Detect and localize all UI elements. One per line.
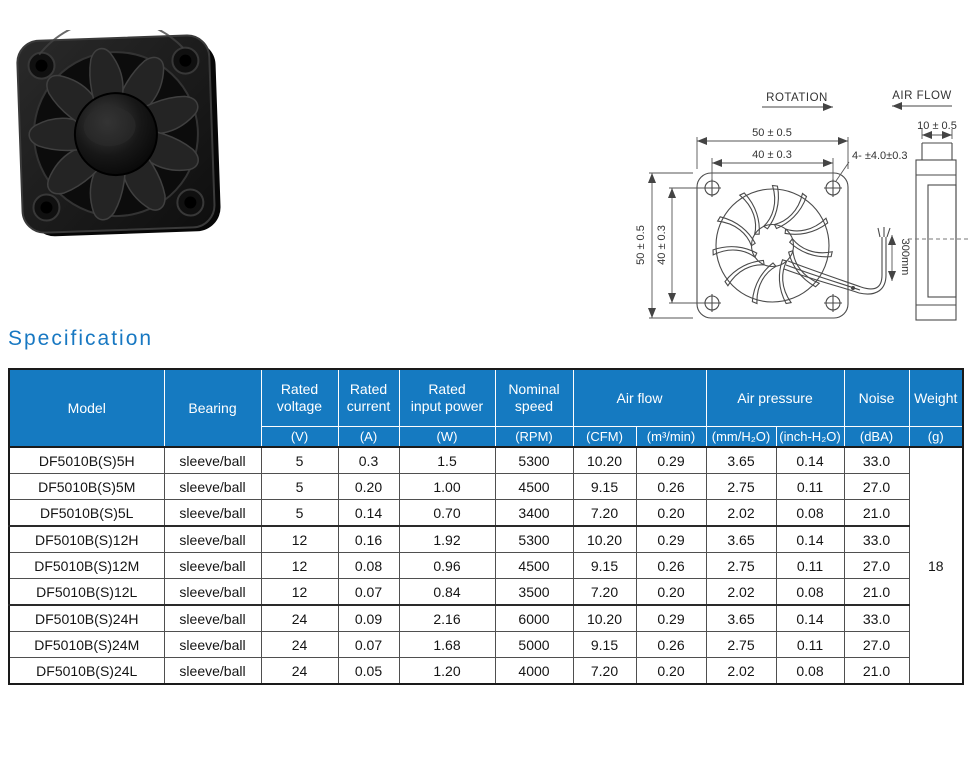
airflow-label: AIR FLOW <box>892 90 952 102</box>
unit-power: (W) <box>399 427 495 448</box>
cell-mmh2o: 2.02 <box>706 658 776 685</box>
cell-mmh2o: 2.75 <box>706 553 776 579</box>
header-line: Rated <box>428 381 466 397</box>
front-view <box>697 173 890 318</box>
cell-model: DF5010B(S)24M <box>9 632 164 658</box>
cell-voltage: 5 <box>261 474 338 500</box>
cell-cfm: 10.20 <box>573 526 636 553</box>
dim-width-inner: 40 ± 0.3 <box>752 149 792 161</box>
cell-power: 0.84 <box>399 579 495 606</box>
unit-mmh2o: (mm/H₂O) <box>706 427 776 448</box>
col-header-air-flow: Air flow <box>573 369 706 427</box>
table-row <box>9 500 963 527</box>
unit-dba: (dBA) <box>844 427 909 448</box>
cell-noise: 27.0 <box>844 474 909 500</box>
cell-m3min: 0.29 <box>636 526 706 553</box>
cell-voltage: 5 <box>261 500 338 527</box>
unit-inchh2o: (inch-H₂O) <box>776 427 844 448</box>
header-line: Nominal <box>508 381 560 397</box>
table-row <box>9 447 963 474</box>
cell-inchh2o: 0.08 <box>776 579 844 606</box>
unit-cfm: (CFM) <box>573 427 636 448</box>
cell-m3min: 0.29 <box>636 605 706 632</box>
cell-cfm: 7.20 <box>573 658 636 685</box>
cell-noise: 21.0 <box>844 579 909 606</box>
specification-table <box>8 368 964 685</box>
dim-thickness: 10 ± 0.5 <box>917 120 957 132</box>
cell-speed: 4500 <box>495 553 573 579</box>
cell-bearing: sleeve/ball <box>164 447 261 474</box>
col-header-noise: Noise <box>844 369 909 427</box>
cell-bearing: sleeve/ball <box>164 500 261 527</box>
cell-bearing: sleeve/ball <box>164 579 261 606</box>
cell-current: 0.07 <box>338 632 399 658</box>
table-row <box>9 474 963 500</box>
cell-current: 0.20 <box>338 474 399 500</box>
table-row <box>9 658 963 685</box>
col-header-bearing: Bearing <box>164 369 261 447</box>
dim-height-outer: 50 ± 0.5 <box>635 225 647 265</box>
cell-current: 0.3 <box>338 447 399 474</box>
cell-speed: 5300 <box>495 526 573 553</box>
col-header-air-pressure: Air pressure <box>706 369 844 427</box>
cell-speed: 5300 <box>495 447 573 474</box>
header-line: Rated <box>349 381 388 397</box>
cell-model: DF5010B(S)12M <box>9 553 164 579</box>
dim-width-outer: 50 ± 0.5 <box>752 127 792 139</box>
table-row <box>9 553 963 579</box>
cell-bearing: sleeve/ball <box>164 526 261 553</box>
cell-cfm: 9.15 <box>573 632 636 658</box>
page-title: Specification <box>8 327 154 350</box>
unit-m3min: (m³/min) <box>636 427 706 448</box>
cell-noise: 27.0 <box>844 632 909 658</box>
col-header-nominal-speed <box>495 369 573 427</box>
cell-speed: 4000 <box>495 658 573 685</box>
dim-holes: 4- ±4.0±0.3 <box>852 150 908 162</box>
header-line: voltage <box>276 398 323 414</box>
cell-inchh2o: 0.14 <box>776 447 844 474</box>
cell-speed: 6000 <box>495 605 573 632</box>
cell-power: 1.92 <box>399 526 495 553</box>
cell-inchh2o: 0.11 <box>776 474 844 500</box>
cell-power: 1.20 <box>399 658 495 685</box>
cell-model: DF5010B(S)5H <box>9 447 164 474</box>
cell-inchh2o: 0.11 <box>776 553 844 579</box>
table-row <box>9 579 963 606</box>
fan-photo-graphic <box>6 30 230 248</box>
col-header-weight: Weight <box>909 369 963 427</box>
cell-voltage: 24 <box>261 605 338 632</box>
cell-speed: 4500 <box>495 474 573 500</box>
cell-current: 0.07 <box>338 579 399 606</box>
cell-inchh2o: 0.14 <box>776 526 844 553</box>
cell-model: DF5010B(S)24L <box>9 658 164 685</box>
cell-noise: 27.0 <box>844 553 909 579</box>
technical-drawing <box>630 85 970 325</box>
cell-inchh2o: 0.11 <box>776 632 844 658</box>
cell-m3min: 0.26 <box>636 553 706 579</box>
cell-cfm: 7.20 <box>573 579 636 606</box>
unit-speed: (RPM) <box>495 427 573 448</box>
unit-g: (g) <box>909 427 963 448</box>
unit-current: (A) <box>338 427 399 448</box>
cell-mmh2o: 2.02 <box>706 500 776 527</box>
col-header-rated-voltage <box>261 369 338 427</box>
cell-model: DF5010B(S)5M <box>9 474 164 500</box>
cell-mmh2o: 3.65 <box>706 526 776 553</box>
cell-bearing: sleeve/ball <box>164 474 261 500</box>
cell-voltage: 24 <box>261 658 338 685</box>
cell-bearing: sleeve/ball <box>164 658 261 685</box>
cell-noise: 21.0 <box>844 658 909 685</box>
cell-noise: 21.0 <box>844 500 909 527</box>
header-row <box>9 369 963 427</box>
cell-m3min: 0.26 <box>636 474 706 500</box>
table-row <box>9 605 963 632</box>
cell-current: 0.16 <box>338 526 399 553</box>
header-line: speed <box>514 398 554 414</box>
cell-power: 1.5 <box>399 447 495 474</box>
cell-m3min: 0.26 <box>636 632 706 658</box>
col-header-rated-input-power <box>399 369 495 427</box>
cell-m3min: 0.20 <box>636 658 706 685</box>
dimension-drawing <box>630 85 970 325</box>
cell-mmh2o: 3.65 <box>706 605 776 632</box>
cell-current: 0.14 <box>338 500 399 527</box>
cell-power: 2.16 <box>399 605 495 632</box>
cell-m3min: 0.29 <box>636 447 706 474</box>
table-row <box>9 526 963 553</box>
cell-mmh2o: 2.02 <box>706 579 776 606</box>
cell-model: DF5010B(S)24H <box>9 605 164 632</box>
cell-m3min: 0.20 <box>636 579 706 606</box>
cell-cfm: 10.20 <box>573 447 636 474</box>
fan-product-photo <box>6 30 230 248</box>
cell-voltage: 24 <box>261 632 338 658</box>
header-line: Rated <box>280 381 319 397</box>
dim-height-inner: 40 ± 0.3 <box>656 225 668 265</box>
cell-model: DF5010B(S)12H <box>9 526 164 553</box>
cell-speed: 3500 <box>495 579 573 606</box>
cell-voltage: 5 <box>261 447 338 474</box>
cell-current: 0.05 <box>338 658 399 685</box>
cell-cfm: 9.15 <box>573 553 636 579</box>
cell-current: 0.08 <box>338 553 399 579</box>
cell-power: 0.70 <box>399 500 495 527</box>
cell-mmh2o: 2.75 <box>706 474 776 500</box>
cell-inchh2o: 0.08 <box>776 500 844 527</box>
cell-noise: 33.0 <box>844 605 909 632</box>
col-header-model: Model <box>9 369 164 447</box>
cell-voltage: 12 <box>261 579 338 606</box>
cell-speed: 5000 <box>495 632 573 658</box>
cell-power: 1.00 <box>399 474 495 500</box>
cell-voltage: 12 <box>261 553 338 579</box>
unit-voltage: (V) <box>261 427 338 448</box>
table-row <box>9 632 963 658</box>
col-header-rated-current <box>338 369 399 427</box>
cell-cfm: 10.20 <box>573 605 636 632</box>
cell-bearing: sleeve/ball <box>164 553 261 579</box>
cell-weight-shared: 18 <box>909 447 963 684</box>
cell-inchh2o: 0.14 <box>776 605 844 632</box>
cell-power: 1.68 <box>399 632 495 658</box>
cell-model: DF5010B(S)12L <box>9 579 164 606</box>
cell-bearing: sleeve/ball <box>164 632 261 658</box>
cell-speed: 3400 <box>495 500 573 527</box>
header-line: input power <box>410 398 484 414</box>
cell-noise: 33.0 <box>844 526 909 553</box>
cell-noise: 33.0 <box>844 447 909 474</box>
cell-cfm: 9.15 <box>573 474 636 500</box>
header-line: current <box>346 398 391 414</box>
cell-cfm: 7.20 <box>573 500 636 527</box>
dim-wire-length: 300mm <box>899 238 911 276</box>
cell-bearing: sleeve/ball <box>164 605 261 632</box>
cell-m3min: 0.20 <box>636 500 706 527</box>
cell-inchh2o: 0.08 <box>776 658 844 685</box>
cell-current: 0.09 <box>338 605 399 632</box>
cell-model: DF5010B(S)5L <box>9 500 164 527</box>
cell-mmh2o: 2.75 <box>706 632 776 658</box>
cell-power: 0.96 <box>399 553 495 579</box>
cell-mmh2o: 3.65 <box>706 447 776 474</box>
side-view <box>908 143 968 320</box>
cell-voltage: 12 <box>261 526 338 553</box>
rotation-label: ROTATION <box>766 92 828 104</box>
